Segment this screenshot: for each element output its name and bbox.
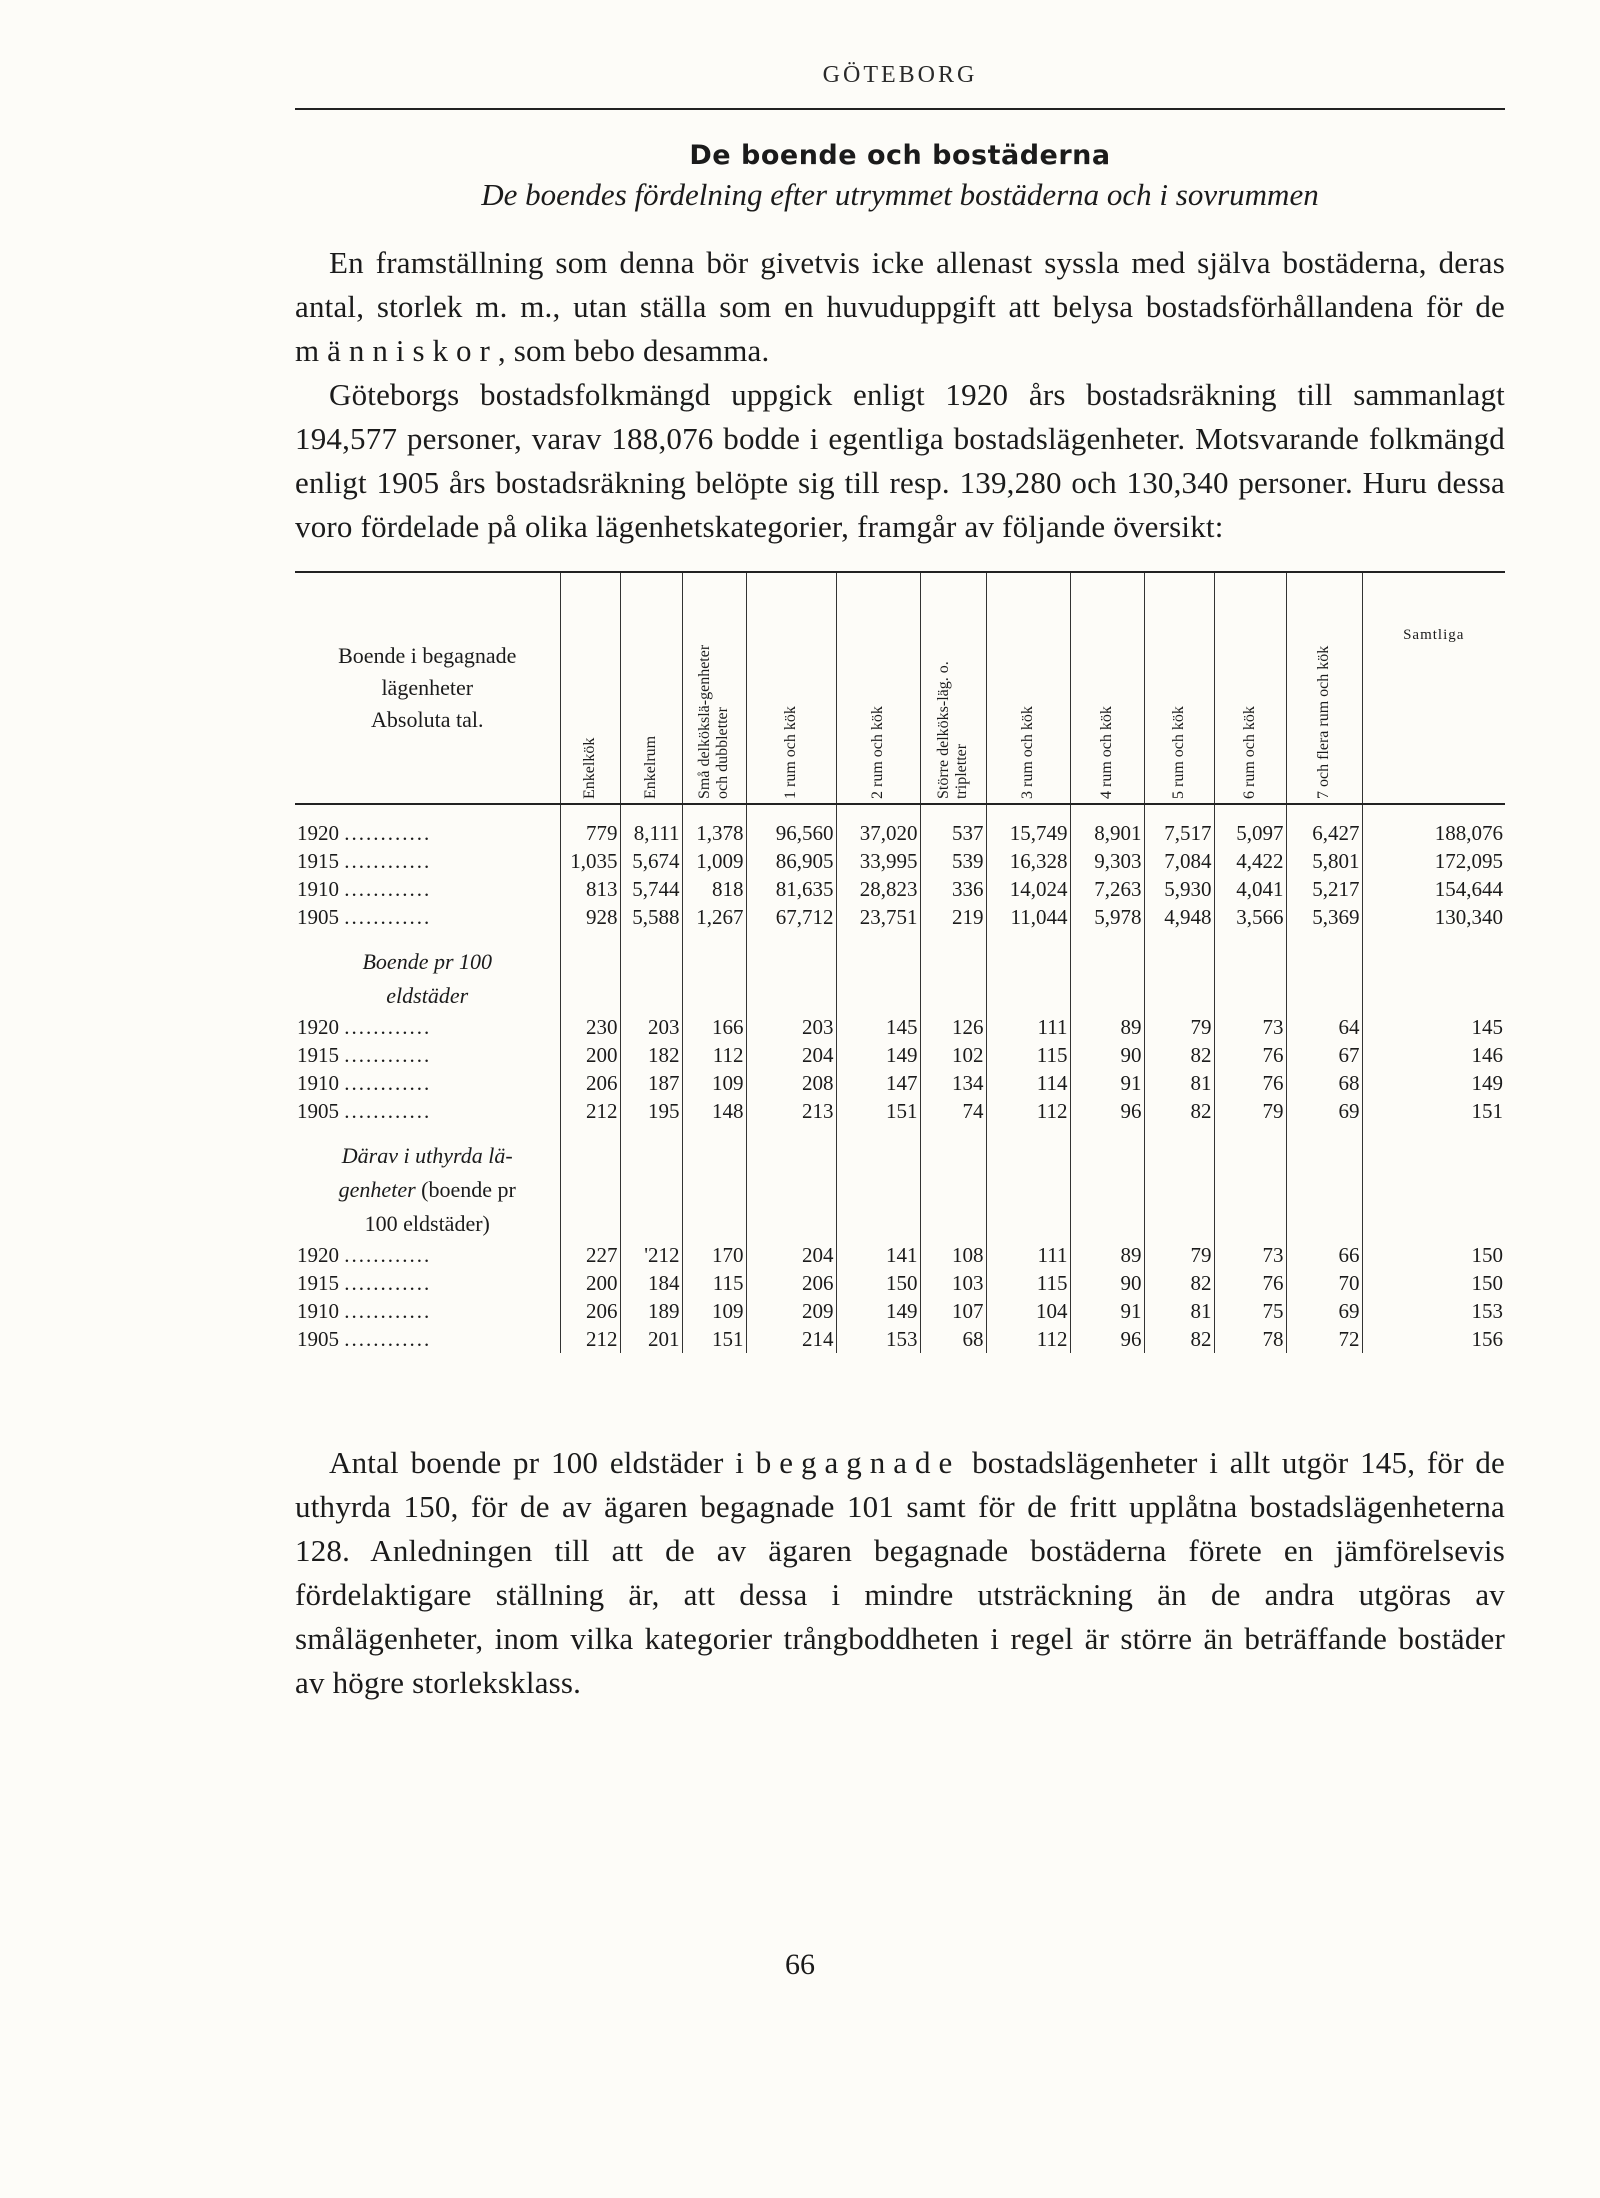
- table-cell: 5,744: [620, 875, 682, 903]
- column-header: [620, 572, 682, 804]
- table-cell: 108: [920, 1241, 986, 1269]
- table-cell: 206: [560, 1297, 620, 1325]
- year-label: 1910: [297, 1299, 339, 1323]
- table-row: [295, 819, 1505, 847]
- table-cell: 73: [1214, 1241, 1286, 1269]
- table-cell: 102: [920, 1041, 986, 1069]
- table-cell: 82: [1144, 1097, 1214, 1125]
- year-label: 1905: [297, 1099, 339, 1123]
- dot-leader: ............: [344, 849, 432, 873]
- table-cell: 208: [746, 1069, 836, 1097]
- table-cell: 1,378: [682, 819, 746, 847]
- table-cell: 4,948: [1144, 903, 1214, 931]
- table-cell: 16,328: [986, 847, 1070, 875]
- table-cell: 69: [1286, 1297, 1362, 1325]
- table-cell: 111: [986, 1013, 1070, 1041]
- table-cell: 182: [620, 1041, 682, 1069]
- table-cell: 156: [1471, 1327, 1503, 1351]
- table-cell: 90: [1070, 1041, 1144, 1069]
- table-cell: 151: [1471, 1099, 1503, 1123]
- table-cell: 8,901: [1070, 819, 1144, 847]
- table-cell: 72: [1286, 1325, 1362, 1353]
- table-cell: 76: [1214, 1041, 1286, 1069]
- stub-header-line-2: lägenheter: [381, 675, 474, 700]
- table-cell: 5,978: [1070, 903, 1144, 931]
- table-cell: 81: [1144, 1069, 1214, 1097]
- table-cell: 227: [560, 1241, 620, 1269]
- table-cell: 212: [560, 1097, 620, 1125]
- table-cell: 64: [1286, 1013, 1362, 1041]
- table-cell: 79: [1214, 1097, 1286, 1125]
- table-cell: 195: [620, 1097, 682, 1125]
- table-cell: 4,422: [1214, 847, 1286, 875]
- dot-leader: ............: [344, 1299, 432, 1323]
- table-cell: 5,801: [1286, 847, 1362, 875]
- table-cell: 11,044: [986, 903, 1070, 931]
- stub-header-line-3: Absoluta tal.: [371, 707, 484, 732]
- column-header: [986, 572, 1070, 804]
- dot-leader: ............: [344, 877, 432, 901]
- table-cell: 5,674: [620, 847, 682, 875]
- table-cell: 150: [1471, 1243, 1503, 1267]
- table-cell: 5,217: [1286, 875, 1362, 903]
- rented-label-word: genheter: [338, 1177, 416, 1202]
- column-header: [746, 572, 836, 804]
- table-cell: 134: [920, 1069, 986, 1097]
- table-cell: 5,588: [620, 903, 682, 931]
- table-cell: 149: [836, 1041, 920, 1069]
- column-header-label: 6 rum och kök: [1241, 706, 1258, 799]
- table-cell: 203: [746, 1013, 836, 1041]
- dot-leader: ............: [344, 1043, 432, 1067]
- table-cell: 7,084: [1144, 847, 1214, 875]
- intro-spaced-word: människor: [295, 333, 498, 368]
- table-cell: 76: [1214, 1069, 1286, 1097]
- table-row: [295, 1041, 1505, 1069]
- table-cell: 78: [1214, 1325, 1286, 1353]
- table-cell: 149: [1471, 1071, 1503, 1095]
- table-row: [295, 1069, 1505, 1097]
- table-cell: 70: [1286, 1269, 1362, 1297]
- table-cell: 145: [836, 1013, 920, 1041]
- column-header: Samtliga: [1362, 572, 1505, 804]
- table-cell: 188,076: [1434, 821, 1503, 845]
- table-cell: 67: [1286, 1041, 1362, 1069]
- section-title: De boende och bostäderna: [689, 140, 1111, 171]
- table-cell: 91: [1070, 1069, 1144, 1097]
- table-cell: 153: [1471, 1299, 1503, 1323]
- column-header-label: 5 rum och kök: [1170, 706, 1187, 799]
- row-year: [295, 819, 560, 847]
- column-header: [1144, 572, 1214, 804]
- table-cell: 104: [986, 1297, 1070, 1325]
- table-cell: 28,823: [836, 875, 920, 903]
- dot-leader: ............: [344, 1071, 432, 1095]
- table-cell: 86,905: [746, 847, 836, 875]
- row-year: [295, 847, 560, 875]
- column-header: [560, 572, 620, 804]
- table-cell: 6,427: [1286, 819, 1362, 847]
- table-cell: 214: [746, 1325, 836, 1353]
- table-cell: 81: [1144, 1297, 1214, 1325]
- table-cell: 813: [560, 875, 620, 903]
- table-cell: 90: [1070, 1269, 1144, 1297]
- table-cell: 115: [986, 1041, 1070, 1069]
- table-cell: 206: [560, 1069, 620, 1097]
- rented-label-line-3: 100 eldstäder): [295, 1207, 560, 1241]
- column-header-label: 7 och flera rum och kök: [1315, 645, 1332, 799]
- table-row: [295, 1297, 1505, 1325]
- running-head: GÖTEBORG: [822, 62, 978, 88]
- table-cell: 37,020: [836, 819, 920, 847]
- table-cell: 111: [986, 1241, 1070, 1269]
- table-cell: 69: [1286, 1097, 1362, 1125]
- table-cell: 107: [920, 1297, 986, 1325]
- table-cell: 204: [746, 1241, 836, 1269]
- table-cell: 75: [1214, 1297, 1286, 1325]
- table-cell: 103: [920, 1269, 986, 1297]
- table-cell: 33,995: [836, 847, 920, 875]
- table-cell: 23,751: [836, 903, 920, 931]
- intro-paragraph-2: Göteborgs bostadsfolkmängd uppgick enligt 1920 års bostadsräkning till sammanlagt 194,577 personer, varav 188,076 bodde i egentliga bostadslägenheter. Motsvarande folkmängd enligt 1905 års bostadsräkning belöpte sig till resp. 139,280 och 130,340 personer. Huru dessa voro fördelade på olika lägenhetskategorier, framgår av följande översikt:: [295, 377, 1505, 544]
- table-cell: 204: [746, 1041, 836, 1069]
- table-cell: 1,009: [682, 847, 746, 875]
- rented-label-paren: (boende pr: [421, 1177, 516, 1202]
- column-header: [836, 572, 920, 804]
- intro-text-b: , som bebo desamma.: [497, 333, 770, 368]
- section-subtitle: De boendes fördelning efter utrymmet bostäderna och i sovrummen: [481, 177, 1319, 212]
- table-cell: 189: [620, 1297, 682, 1325]
- table-row: [295, 903, 1505, 931]
- column-header-label: Enkelrum: [642, 735, 659, 799]
- table-cell: 8,111: [620, 819, 682, 847]
- table-cell: 5,369: [1286, 903, 1362, 931]
- stub-header-line-1: Boende i begagnade: [338, 643, 517, 668]
- table-cell: 5,930: [1144, 875, 1214, 903]
- closing-text-a: Antal boende pr 100 eldstäder i: [329, 1445, 745, 1480]
- column-header-label: 2 rum och kök: [869, 706, 886, 799]
- table-cell: 166: [682, 1013, 746, 1041]
- year-label: 1920: [297, 1243, 339, 1267]
- column-header: [920, 572, 986, 804]
- table-cell: 89: [1070, 1241, 1144, 1269]
- table-cell: 141: [836, 1241, 920, 1269]
- table-cell: 151: [682, 1325, 746, 1353]
- table-cell: 203: [620, 1013, 682, 1041]
- table-cell: 115: [682, 1269, 746, 1297]
- table-cell: 149: [836, 1297, 920, 1325]
- table-cell: 230: [560, 1013, 620, 1041]
- table-cell: 66: [1286, 1241, 1362, 1269]
- table-cell: 172,095: [1434, 849, 1503, 873]
- table-cell: 145: [1471, 1015, 1503, 1039]
- row-year: [295, 903, 560, 931]
- table-cell: 146: [1471, 1043, 1503, 1067]
- table-row: [295, 847, 1505, 875]
- page-number: 66: [785, 1948, 815, 1981]
- table-cell: 7,517: [1144, 819, 1214, 847]
- table-cell: 82: [1144, 1269, 1214, 1297]
- dot-leader: ............: [344, 821, 432, 845]
- table-cell: 73: [1214, 1013, 1286, 1041]
- table-cell: 184: [620, 1269, 682, 1297]
- dot-leader: ............: [344, 1099, 432, 1123]
- row-year: [295, 1041, 560, 1069]
- year-label: 1915: [297, 849, 339, 873]
- column-header: [1214, 572, 1286, 804]
- table-cell: 213: [746, 1097, 836, 1125]
- rented-label-line-2: [295, 1173, 560, 1207]
- stub-header: [295, 572, 560, 804]
- table-cell: 15,749: [986, 819, 1070, 847]
- row-year: [295, 1097, 560, 1125]
- column-header: [1070, 572, 1144, 804]
- table-row: [295, 1269, 1505, 1297]
- table-cell: 206: [746, 1269, 836, 1297]
- table-cell: 148: [682, 1097, 746, 1125]
- year-label: 1915: [297, 1271, 339, 1295]
- table-cell: 89: [1070, 1013, 1144, 1041]
- table-cell: 928: [560, 903, 620, 931]
- table-cell: 4,041: [1214, 875, 1286, 903]
- column-header-label: 1 rum och kök: [782, 706, 799, 799]
- table-cell: 539: [920, 847, 986, 875]
- table-cell: 112: [986, 1097, 1070, 1125]
- table-cell: 153: [836, 1325, 920, 1353]
- header-rule: [295, 108, 1505, 110]
- table-cell: 14,024: [986, 875, 1070, 903]
- row-year: [295, 1069, 560, 1097]
- dot-leader: ............: [344, 1271, 432, 1295]
- table-cell: 74: [920, 1097, 986, 1125]
- table-cell: 9,303: [1070, 847, 1144, 875]
- table-cell: '212: [620, 1241, 682, 1269]
- table-cell: 130,340: [1434, 905, 1503, 929]
- column-header: [1286, 572, 1362, 804]
- table-cell: 154,644: [1434, 877, 1503, 901]
- table-cell: 114: [986, 1069, 1070, 1097]
- table-cell: 96,560: [746, 819, 836, 847]
- year-label: 1910: [297, 1071, 339, 1095]
- dot-leader: ............: [344, 1243, 432, 1267]
- table-cell: 537: [920, 819, 986, 847]
- table-cell: 3,566: [1214, 903, 1286, 931]
- row-year: [295, 1013, 560, 1041]
- table-cell: 147: [836, 1069, 920, 1097]
- table-cell: 68: [1286, 1069, 1362, 1097]
- table-cell: 150: [836, 1269, 920, 1297]
- table-cell: 336: [920, 875, 986, 903]
- dot-leader: ............: [344, 905, 432, 929]
- per100-label-line-1: Boende pr 100: [295, 945, 560, 979]
- per100-label-line-2: eldstäder: [295, 979, 560, 1013]
- table-cell: 1,267: [682, 903, 746, 931]
- table-cell: 170: [682, 1241, 746, 1269]
- table-cell: 818: [682, 875, 746, 903]
- table-row: [295, 1097, 1505, 1125]
- table-cell: 201: [620, 1325, 682, 1353]
- table-cell: 1,035: [560, 847, 620, 875]
- table-row: [295, 875, 1505, 903]
- table-cell: 109: [682, 1069, 746, 1097]
- year-label: 1905: [297, 905, 339, 929]
- table-cell: 200: [560, 1269, 620, 1297]
- column-header-label: 3 rum och kök: [1019, 706, 1036, 799]
- table-cell: 219: [920, 903, 986, 931]
- table-cell: 115: [986, 1269, 1070, 1297]
- table-row: [295, 1325, 1505, 1353]
- row-year: [295, 1325, 560, 1353]
- row-year: [295, 1241, 560, 1269]
- table-row: [295, 1013, 1505, 1041]
- table-cell: 67,712: [746, 903, 836, 931]
- table-cell: 96: [1070, 1097, 1144, 1125]
- intro-text-a: En framställning som denna bör givetvis icke allenast syssla med själva bostäderna, deras antal, storlek m. m., utan ställa som en huvuduppgift att belysa bostadsförhållandena för de: [295, 245, 1505, 324]
- table-cell: 5,097: [1214, 819, 1286, 847]
- year-label: 1915: [297, 1043, 339, 1067]
- year-label: 1920: [297, 1015, 339, 1039]
- table-cell: 209: [746, 1297, 836, 1325]
- year-label: 1910: [297, 877, 339, 901]
- page: [295, 60, 1505, 1705]
- table-cell: 212: [560, 1325, 620, 1353]
- table-cell: 82: [1144, 1325, 1214, 1353]
- year-label: 1905: [297, 1327, 339, 1351]
- table-cell: 187: [620, 1069, 682, 1097]
- table-cell: 96: [1070, 1325, 1144, 1353]
- column-header-label: Små delkökslä-genheter och dubbletter: [696, 644, 731, 799]
- rented-label-line-1: Därav i uthyrda lä-: [295, 1139, 560, 1173]
- dot-leader: ............: [344, 1327, 432, 1351]
- table-cell: 91: [1070, 1297, 1144, 1325]
- closing-spaced-word: begagnade: [755, 1445, 961, 1480]
- row-year: [295, 875, 560, 903]
- table-cell: 7,263: [1070, 875, 1144, 903]
- table-cell: 82: [1144, 1041, 1214, 1069]
- table-cell: 150: [1471, 1271, 1503, 1295]
- table-cell: 79: [1144, 1241, 1214, 1269]
- table-cell: 779: [560, 819, 620, 847]
- housing-table: [295, 571, 1505, 1441]
- row-year: [295, 1269, 560, 1297]
- table-cell: 200: [560, 1041, 620, 1069]
- row-year: [295, 1297, 560, 1325]
- table-cell: 126: [920, 1013, 986, 1041]
- dot-leader: ............: [344, 1015, 432, 1039]
- table-cell: 76: [1214, 1269, 1286, 1297]
- table-row: [295, 1241, 1505, 1269]
- table-cell: 151: [836, 1097, 920, 1125]
- column-header-label: Enkelkök: [581, 737, 598, 799]
- column-header-label: 4 rum och kök: [1098, 706, 1115, 799]
- column-header: [682, 572, 746, 804]
- column-header-label: Större delköks-läg. o. tripletter: [935, 661, 970, 799]
- closing-text-b: bostadslägenheter i allt utgör 145, för de uthyrda 150, för de av ägaren begagnade 101 samt för de fritt upplåtna bostadslägenheterna 128. Anledningen till att de av ägaren begagnade bostäderna förete en jämförelsevis fördelaktigare ställning är, att dessa i mindre utsträckning än de andra utgöras av smålägenheter, inom vilka kategorier trångboddheten i regel är större än beträffande bostäder av högre storleksklass.: [295, 1445, 1506, 1700]
- table-cell: 81,635: [746, 875, 836, 903]
- year-label: 1920: [297, 821, 339, 845]
- table-cell: 68: [920, 1325, 986, 1353]
- table-cell: 109: [682, 1297, 746, 1325]
- table-cell: 112: [986, 1325, 1070, 1353]
- table-cell: 112: [682, 1041, 746, 1069]
- table-cell: 79: [1144, 1013, 1214, 1041]
- closing-paragraph: [295, 1441, 1505, 1705]
- intro-paragraph-1: [295, 241, 1505, 373]
